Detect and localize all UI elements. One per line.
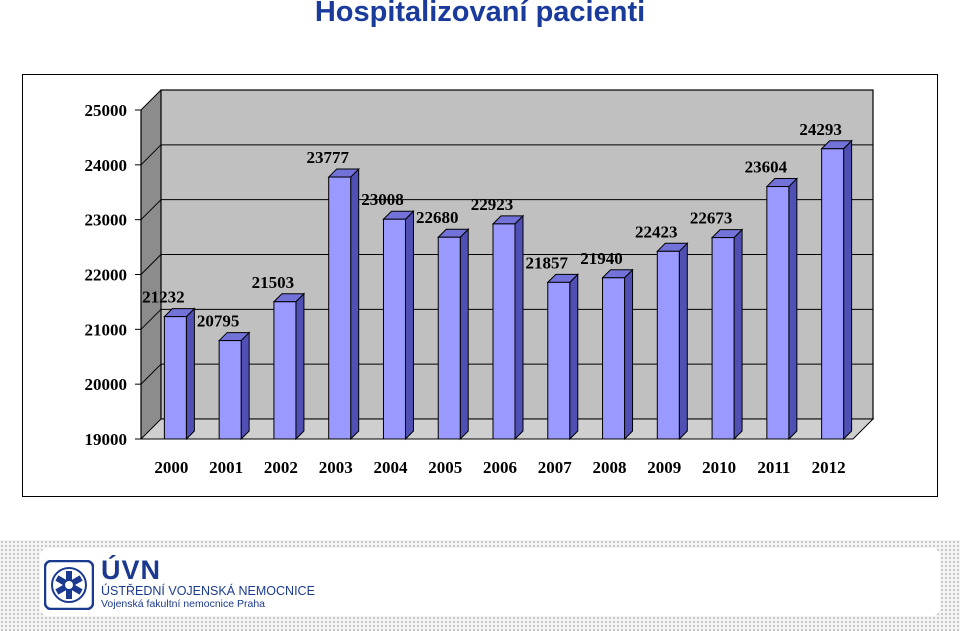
bar-side <box>679 243 687 439</box>
bar <box>603 278 625 439</box>
data-label: 22423 <box>635 222 678 242</box>
bar-side <box>734 230 742 439</box>
x-tick-label: 2002 <box>263 458 298 477</box>
page-title: Hospitalizovaní pacienti <box>314 0 646 28</box>
x-tick-label: 2007 <box>537 458 572 477</box>
x-tick-label: 2010 <box>702 458 737 477</box>
bar-side <box>460 229 468 439</box>
logo-wordmark: ÚVN <box>101 555 162 585</box>
bar-side <box>405 211 413 439</box>
bar <box>493 224 515 439</box>
bar-chart <box>22 74 938 497</box>
bar-side <box>844 141 852 439</box>
bar-side <box>570 274 578 439</box>
bar <box>164 317 186 439</box>
data-label: 22923 <box>470 194 514 214</box>
x-tick-label: 2006 <box>483 458 517 477</box>
bar <box>712 238 734 439</box>
x-tick-label: 2005 <box>428 458 463 477</box>
x-tick-label: 2004 <box>373 458 408 477</box>
y-tick-label: 20000 <box>84 375 127 395</box>
data-label: 24293 <box>799 119 842 139</box>
data-label: 22673 <box>689 208 733 228</box>
bar <box>767 187 789 439</box>
x-tick-label: 2012 <box>811 458 846 477</box>
x-tick-label: 2009 <box>647 458 682 477</box>
data-label: 21857 <box>525 253 569 273</box>
bar <box>383 219 405 439</box>
data-label: 23604 <box>744 157 788 177</box>
data-label: 21940 <box>580 248 623 268</box>
bar <box>548 282 570 439</box>
bar-side <box>515 216 523 439</box>
x-tick-label: 2000 <box>154 458 189 477</box>
x-tick-label: 2011 <box>757 458 791 477</box>
y-tick-label: 25000 <box>84 101 127 120</box>
y-tick-label: 24000 <box>84 155 127 175</box>
data-label: 23777 <box>306 148 349 168</box>
bar <box>219 341 241 439</box>
y-tick-label: 22000 <box>84 265 127 285</box>
y-tick-label: 21000 <box>84 320 127 340</box>
bar-side <box>296 294 304 439</box>
y-tick-label: 23000 <box>84 210 127 230</box>
logo-hospital-subtitle: Vojenská fakultní nemocnice Praha <box>101 598 266 610</box>
x-tick-label: 2001 <box>209 458 244 477</box>
data-label: 21503 <box>251 272 295 292</box>
bar-side <box>789 179 797 439</box>
y-tick-label: 19000 <box>84 430 127 449</box>
x-tick-label: 2008 <box>592 458 627 477</box>
bar <box>329 177 351 439</box>
bar <box>657 251 679 439</box>
hospital-emblem-icon <box>44 560 94 610</box>
logo-hospital-name: ÚSTŘEDNÍ VOJENSKÁ NEMOCNICE <box>101 584 315 598</box>
bar <box>438 237 460 439</box>
bar <box>822 149 844 439</box>
data-label: 21232 <box>142 287 185 307</box>
bar <box>274 302 296 439</box>
data-label: 20795 <box>196 311 240 331</box>
bar-side <box>351 169 359 439</box>
bar-side <box>186 309 194 439</box>
x-tick-label: 2003 <box>318 458 353 477</box>
data-label: 23008 <box>361 190 404 210</box>
data-label: 22680 <box>415 208 459 228</box>
bar-side <box>241 333 249 439</box>
bar-side <box>625 270 633 439</box>
